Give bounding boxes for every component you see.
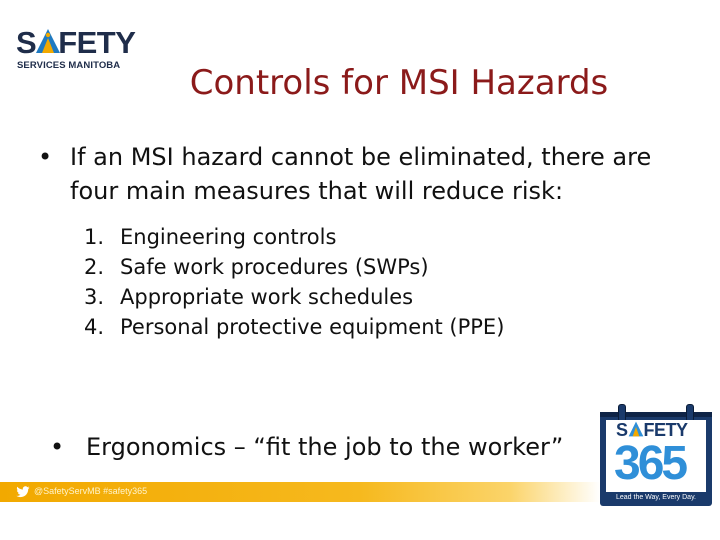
logo-letters-fety: FETY	[58, 25, 136, 60]
badge-safety-word: S FETY	[616, 420, 688, 440]
twitter-bird-icon	[16, 486, 30, 498]
slide-title: Controls for MSI Hazards	[189, 63, 609, 103]
ergonomics-bullet	[50, 430, 563, 464]
bullet-marker: •	[38, 143, 53, 171]
list-item	[84, 222, 504, 252]
bullet-marker: •	[50, 433, 65, 461]
list-item-text: Personal protective equipment (PPE)	[120, 315, 505, 339]
badge-triangle-icon	[628, 421, 644, 437]
list-item-number: 1.	[84, 225, 105, 249]
main-bullet-text: If an MSI hazard cannot be eliminated, there are four main measures that will reduce risk:	[70, 143, 652, 205]
badge-tagline: Lead the Way, Every Day.	[615, 494, 696, 501]
list-item-number: 2.	[84, 255, 105, 279]
list-item	[84, 312, 504, 342]
main-bullet	[38, 140, 678, 208]
logo-letter-s: S	[16, 25, 37, 60]
measures-list	[84, 222, 504, 342]
list-item-number: 4.	[84, 315, 105, 339]
list-item-number: 3.	[84, 285, 105, 309]
logo-triangle-icon	[36, 29, 60, 57]
list-item-text: Engineering controls	[120, 225, 337, 249]
ergonomics-bullet-text: Ergonomics – “fit the job to the worker”	[86, 433, 564, 461]
list-item-text: Safe work procedures (SWPs)	[120, 255, 429, 279]
logo-subtitle: SERVICES MANITOBA	[17, 60, 121, 71]
list-item	[84, 282, 504, 312]
footer-social-handle: @SafetyServMB #safety365	[34, 486, 148, 496]
safety-365-badge	[600, 404, 716, 508]
list-item-text: Appropriate work schedules	[120, 285, 414, 309]
list-item	[84, 252, 504, 282]
badge-365-number: 365	[614, 437, 686, 490]
footer-bar	[0, 482, 600, 502]
